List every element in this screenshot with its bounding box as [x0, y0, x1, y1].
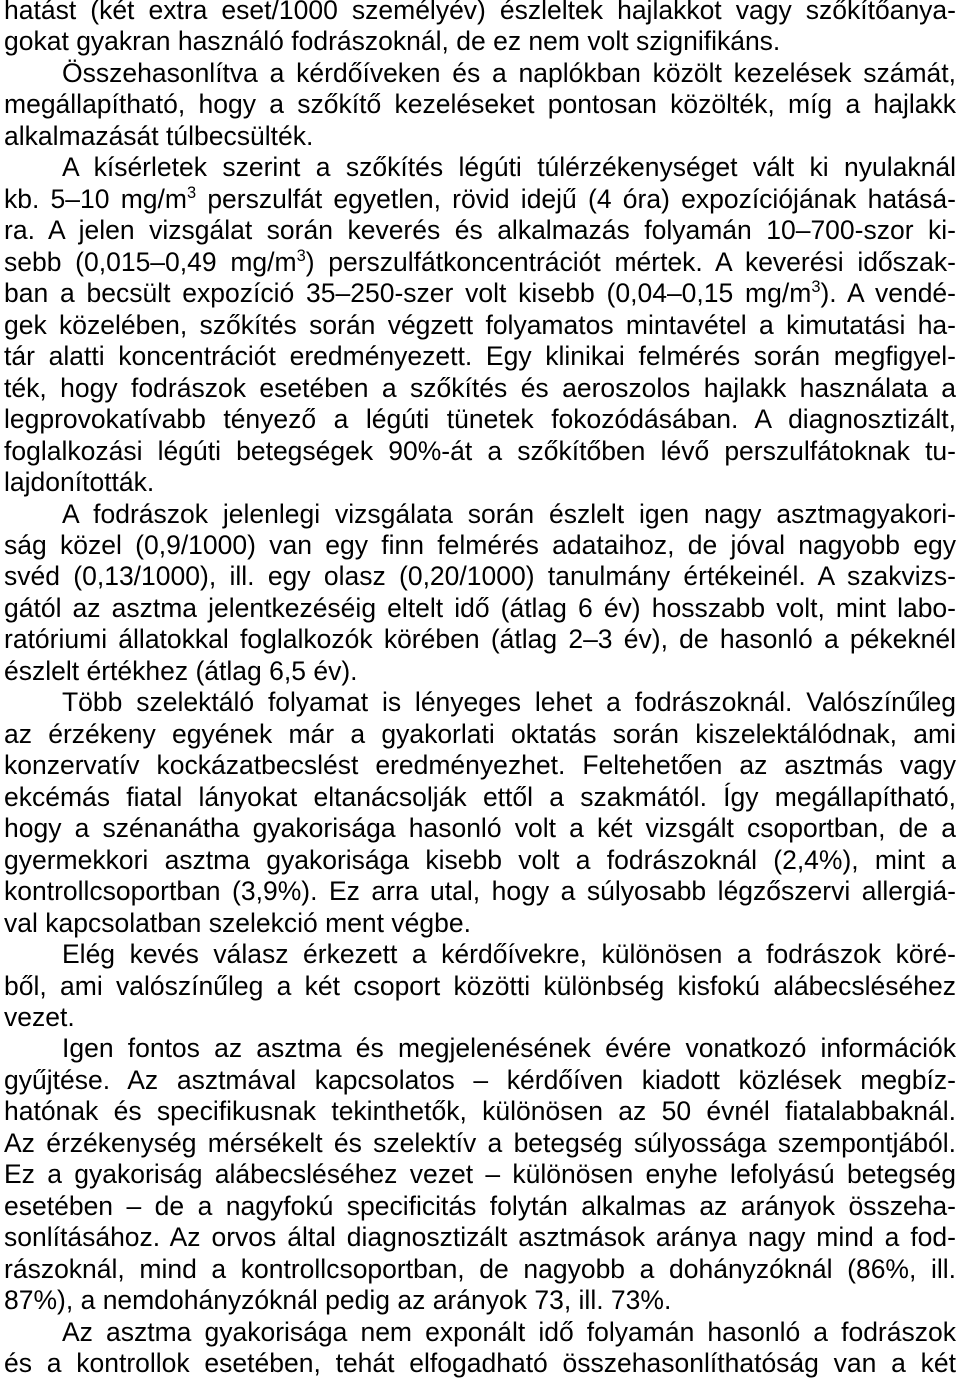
- text-segment: ) perszulfátkoncentrációt mértek. A keverési időszak-: [305, 246, 956, 277]
- text-line: A kísérletek szerint a szőkítés légúti túlérzékenységet vált ki nyulaknál: [62, 152, 956, 183]
- paragraph: [4, 0, 956, 58]
- text-line: gyűjtése. Az asztmával kapcsolatos – kérdőíven kiadott közlések megbíz-: [4, 1064, 956, 1095]
- text-line: Összehasonlítva a kérdőíveken és a naplókban közölt kezelések számát,: [62, 57, 956, 88]
- text-line: Az érzékenység mérsékelt és szelektív a betegség súlyossága szempontjából.: [4, 1127, 956, 1158]
- text-line: lajdonították.: [4, 467, 155, 498]
- superscript: 3: [186, 183, 197, 202]
- text-line: Ez a gyakoriság alábecsléséhez vezet – különösen enyhe lefolyású betegség: [4, 1159, 956, 1190]
- text-line: [4, 278, 956, 309]
- text-line: Az asztma gyakorisága nem exponált idő folyamán hasonló a fodrászok: [62, 1316, 956, 1347]
- text-line: és a kontrollok esetében, tehát elfogadható összehasonlíthatóság van a két: [4, 1348, 956, 1379]
- text-segment: ). A vendé-: [820, 278, 956, 309]
- text-line: val kapcsolatban szelekció ment végbe.: [4, 907, 471, 938]
- text-line: Több szelektáló folyamat is lényeges lehet a fodrászoknál. Valószínűleg: [62, 687, 956, 718]
- text-line: ték, hogy fodrászok esetében a szőkítés és aeroszolos hajlakk használata a: [4, 372, 956, 403]
- text-line: gától az asztma jelentkezéséig eltelt idő (átlag 6 év) hosszabb volt, mint labo-: [4, 592, 956, 623]
- text-line: gyermekkori asztma gyakorisága kisebb volt a fodrászoknál (2,4%), mint a: [4, 844, 956, 875]
- text-line: 87%), a nemdohányzóknál pedig az arányok 73, ill. 73%.: [4, 1285, 672, 1316]
- text-line: konzervatív kockázatbecslést eredményezhet. Feltehetően az asztmás vagy: [4, 750, 956, 781]
- text-line: megállapítható, hogy a szőkítő kezeléseket pontosan közölték, míg a hajlakk: [4, 89, 956, 120]
- paragraph: [4, 1033, 956, 1316]
- text-line: rászoknál, mind a kontrollcsoportban, de nagyobb a dohányzóknál (86%, ill.: [4, 1253, 956, 1284]
- text-line: ekcémás fiatal lányokat eltanácsolják ettől a szakmától. Így megállapítható,: [4, 781, 956, 812]
- text-line: svéd (0,13/1000), ill. egy olasz (0,20/1000) tanulmány értékeinél. A szakvizs-: [4, 561, 956, 592]
- text-line: ből, ami valószínűleg a két csoport közötti különbség kisfokú alábecsléséhez: [4, 970, 956, 1001]
- text-line: esetében – de a nagyfokú specificitás folytán alkalmas az arányok összeha-: [4, 1190, 956, 1221]
- text-line: ra. A jelen vizsgálat során keverés és alkalmazás folyamán 10–700-szor ki-: [4, 215, 956, 246]
- text-segment: perszulfát egyetlen, rövid idejű (4 óra) expozíciójának hatásá-: [196, 183, 956, 214]
- text-segment: sebb (0,015–0,49 mg/m: [4, 246, 297, 277]
- text-line: ság közel (0,9/1000) van egy finn felmérés adataihoz, de jóval nagyobb egy: [4, 529, 956, 560]
- superscript: 3: [811, 278, 821, 297]
- paragraph: [4, 939, 956, 1033]
- text-line: észlelt értékhez (átlag 6,5 év).: [4, 655, 358, 686]
- text-segment: ban a becsült expozíció 35–250-szer volt kisebb (0,04–0,15 mg/m: [4, 278, 812, 309]
- paragraph: [4, 152, 956, 498]
- superscript: 3: [296, 246, 306, 265]
- text-line: A fodrászok jelenlegi vizsgálata során észlelt igen nagy asztmagyakori-: [62, 498, 956, 529]
- paragraph: [4, 687, 956, 939]
- text-line: gek közelében, szőkítés során végzett folyamatos mintavétel a kimutatási ha-: [4, 309, 956, 340]
- text-line: [4, 184, 956, 215]
- text-line: alkalmazását túlbecsülték.: [4, 120, 314, 151]
- text-segment: kb. 5–10 mg/m: [4, 183, 187, 214]
- text-line: [4, 247, 956, 278]
- text-line: hogy a szénanátha gyakorisága hasonló volt a két vizsgált csoportban, de a: [4, 813, 956, 844]
- text-line: gokat gyakran használó fodrászoknál, de ez nem volt szignifikáns.: [4, 26, 781, 57]
- text-line: Igen fontos az asztma és megjelenésének évére vonatkozó információk: [62, 1033, 956, 1064]
- text-line: ratóriumi állatokkal foglalkozók körében (átlag 2–3 év), de hasonló a pékeknél: [4, 624, 956, 655]
- document-page: [4, 0, 956, 1380]
- text-line: Elég kevés válasz érkezett a kérdőívekre, különösen a fodrászok köré-: [62, 939, 956, 970]
- paragraph: [4, 58, 956, 152]
- text-line: legprovokatívabb tényező a légúti tünetek fokozódásában. A diagnosztizált,: [4, 404, 956, 435]
- text-line: tár alatti koncentrációt eredményezett. Egy klinikai felmérés során megfigyel-: [4, 341, 956, 372]
- text-line: hatónak és specifikusnak tekinthetők, különösen az 50 évnél fiatalabbaknál.: [4, 1096, 956, 1127]
- text-line: sonlításához. Az orvos által diagnosztizált asztmások aránya nagy mind a fod-: [4, 1222, 956, 1253]
- text-line: foglalkozási légúti betegségek 90%-át a szőkítőben lévő perszulfátoknak tu-: [4, 435, 956, 466]
- text-line: vezet.: [4, 1002, 75, 1032]
- text-line: kontrollcsoportban (3,9%). Ez arra utal, hogy a súlyosabb légzőszervi allergiá-: [4, 876, 956, 907]
- paragraph: [4, 499, 956, 688]
- text-line: hatást (két extra eset/1000 személyév) észleltek hajlakkot vagy szőkítőanya-: [4, 0, 956, 25]
- paragraph: [4, 1317, 956, 1380]
- text-line: az érzékeny egyének már a gyakorlati oktatás során kiszelektálódnak, ami: [4, 718, 956, 749]
